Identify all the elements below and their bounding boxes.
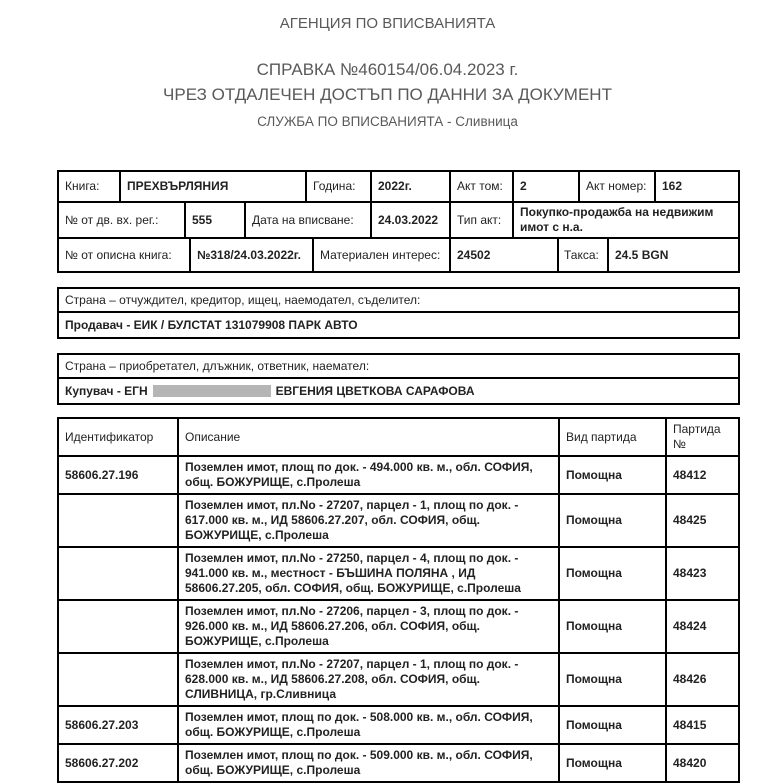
- kniga-value: ПРЕХВЪРЛЯНИЯ: [121, 172, 307, 203]
- registry-office-line: СЛУЖБА ПО ВПИСВАНИЯТА - Сливница: [257, 114, 518, 129]
- act-registration-table: [57, 170, 740, 273]
- property-description: Поземлен имот, площ по док. - 509.000 кв. м., обл. СОФИЯ, общ. БОЖУРИЩЕ, с.Пролеша: [179, 745, 560, 783]
- materialen-interes-value: 24502: [451, 239, 559, 273]
- property-table: [57, 417, 740, 783]
- seller-party-box: [57, 287, 740, 339]
- partida-number: 48425: [667, 495, 740, 548]
- property-description: Поземлен имот, пл.No - 27207, парцел - 1, площ по док. - 617.000 кв. м., ИД 58606.27.207, обл. СОФИЯ, общ. БОЖУРИЩЕ, с.Пролеша: [179, 495, 560, 548]
- property-identifier: [59, 495, 179, 548]
- header-partida-no: Партида №: [667, 419, 740, 457]
- partida-number: 48420: [667, 745, 740, 783]
- opisna-kniga-label: № от описна книга:: [59, 239, 191, 273]
- akt-nomer-value: 162: [656, 172, 740, 203]
- header-identifier: Идентификатор: [59, 419, 179, 457]
- property-description: Поземлен имот, пл.No - 27206, парцел - 3, площ по док. - 926.000 кв. м., ИД 58606.27.206, обл. СОФИЯ, общ. БОЖУРИЩЕ, с.Пролеша: [179, 601, 560, 654]
- act-table-row-2: [59, 203, 740, 239]
- taksa-value: 24.5 BGN: [609, 239, 740, 273]
- akt-tom-label: Акт том:: [451, 172, 514, 203]
- table-row: [59, 601, 740, 654]
- data-vpisvane-label: Дата на вписване:: [246, 203, 372, 239]
- egn-redaction-box: [153, 385, 271, 397]
- partida-number: 48412: [667, 457, 740, 495]
- document-body: [57, 170, 740, 783]
- act-table-row-1: [59, 172, 740, 203]
- property-identifier: [59, 548, 179, 601]
- property-description: Поземлен имот, площ по док. - 508.000 кв. м., обл. СОФИЯ, общ. БОЖУРИЩЕ, с.Пролеша: [179, 707, 560, 745]
- dv-vh-reg-label: № от дв. вх. рег.:: [59, 203, 186, 239]
- partida-type: Помощна: [560, 745, 667, 783]
- opisna-kniga-value: №318/24.03.2022г.: [191, 239, 314, 273]
- buyer-party-box: [57, 353, 740, 405]
- property-description: Поземлен имот, пл.No - 27207, парцел - 1, площ по док. - 628.000 кв. м., ИД 58606.27.208, обл. СОФИЯ, общ. СЛИВНИЦА, гр.Сливница: [179, 654, 560, 707]
- act-table-row-3: [59, 239, 740, 273]
- partida-number: 48424: [667, 601, 740, 654]
- tip-akt-label: Тип акт:: [451, 203, 514, 239]
- partida-type: Помощна: [560, 457, 667, 495]
- godina-value: 2022г.: [372, 172, 451, 203]
- partida-number: 48423: [667, 548, 740, 601]
- buyer-value-prefix: Купувач - ЕГН: [65, 384, 148, 398]
- document-header: [0, 0, 775, 130]
- property-description: Поземлен имот, площ по док. - 494.000 кв. м., обл. СОФИЯ, общ. БОЖУРИЩЕ, с.Пролеша: [179, 457, 560, 495]
- table-row: [59, 495, 740, 548]
- partida-type: Помощна: [560, 548, 667, 601]
- materialen-interes-label: Материален интерес:: [314, 239, 451, 273]
- report-number-line: СПРАВКА №460154/06.04.2023 г.: [256, 60, 519, 79]
- buyer-party-value: [59, 379, 738, 403]
- partida-type: Помощна: [560, 495, 667, 548]
- partida-number: 48415: [667, 707, 740, 745]
- partida-type: Помощна: [560, 707, 667, 745]
- seller-party-value: Продавач - ЕИК / БУЛСТАТ 131079908 ПАРК АВТО: [65, 318, 358, 332]
- table-row: [59, 457, 740, 495]
- taksa-label: Такса:: [559, 239, 609, 273]
- buyer-value-suffix: ЕВГЕНИЯ ЦВЕТКОВА САРАФОВА: [275, 384, 475, 398]
- akt-nomer-label: Акт номер:: [580, 172, 656, 203]
- table-row: [59, 745, 740, 783]
- kniga-label: Книга:: [59, 172, 121, 203]
- akt-tom-value: 2: [514, 172, 580, 203]
- partida-type: Помощна: [560, 654, 667, 707]
- agency-title: АГЕНЦИЯ ПО ВПИСВАНИЯТА: [279, 15, 496, 32]
- buyer-party-heading: Страна – приобретател, длъжник, ответник, наемател:: [59, 355, 738, 379]
- table-row: [59, 654, 740, 707]
- tip-akt-value: Покупко-продажба на недвижим имот с н.а.: [514, 203, 740, 239]
- data-vpisvane-value: 24.03.2022: [372, 203, 451, 239]
- header-partida-type: Вид партида: [560, 419, 667, 457]
- partida-number: 48426: [667, 654, 740, 707]
- dv-vh-reg-value: 555: [186, 203, 246, 239]
- godina-label: Година:: [307, 172, 372, 203]
- property-table-body: [59, 457, 740, 783]
- report-access-line: ЧРЕЗ ОТДАЛЕЧЕН ДОСТЪП ПО ДАННИ ЗА ДОКУМЕНТ: [163, 85, 612, 104]
- table-row: [59, 548, 740, 601]
- property-identifier: 58606.27.203: [59, 707, 179, 745]
- seller-party-heading: Страна – отчуждител, кредитор, ищец, наемодател, съделител:: [59, 289, 738, 313]
- table-row: [59, 707, 740, 745]
- property-identifier: [59, 601, 179, 654]
- property-identifier: 58606.27.196: [59, 457, 179, 495]
- property-table-header: [59, 419, 740, 457]
- header-description: Описание: [179, 419, 560, 457]
- property-identifier: [59, 654, 179, 707]
- property-identifier: 58606.27.202: [59, 745, 179, 783]
- partida-type: Помощна: [560, 601, 667, 654]
- property-description: Поземлен имот, пл.No - 27250, парцел - 4, площ по док. - 941.000 кв. м., местност - БЪШИНА ПОЛЯНА , ИД 58606.27.205, обл. СОФИЯ, общ. БОЖУРИЩЕ, с.Пролеша: [179, 548, 560, 601]
